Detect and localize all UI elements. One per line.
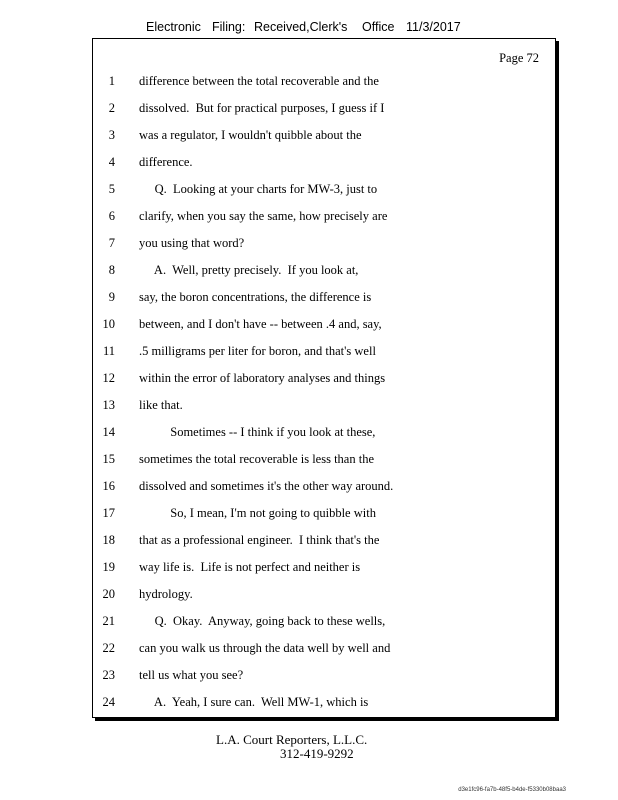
line-number: 10 — [102, 317, 115, 331]
line-number: 7 — [108, 236, 115, 250]
line-number: 9 — [108, 290, 115, 304]
line-number: 8 — [108, 263, 115, 277]
line-text: hydrology. — [139, 587, 193, 601]
transcript-line — [93, 504, 555, 522]
line-text: dissolved and sometimes it's the other way around. — [139, 479, 394, 493]
transcript-line — [93, 531, 555, 549]
line-text: you using that word? — [139, 236, 245, 250]
transcript-line — [93, 342, 555, 360]
line-text: .5 milligrams per liter for boron, and that's well — [139, 344, 376, 358]
filing-header — [146, 20, 476, 36]
transcript-line — [93, 450, 555, 468]
transcript-line — [93, 639, 555, 657]
line-text: was a regulator, I wouldn't quibble about the — [139, 128, 362, 142]
transcript-line — [93, 369, 555, 387]
line-text: sometimes the total recoverable is less than the — [139, 452, 374, 466]
line-text: within the error of laboratory analyses and things — [139, 371, 386, 385]
filing-label: Filing: — [212, 20, 246, 34]
line-number: 21 — [102, 614, 115, 628]
line-number: 3 — [108, 128, 115, 142]
line-number: 6 — [108, 209, 115, 223]
line-text: between, and I don't have -- between .4 and, say, — [139, 317, 382, 331]
transcript-page — [92, 38, 556, 718]
transcript-line — [93, 612, 555, 630]
line-number: 4 — [108, 155, 115, 169]
line-text: difference between the total recoverable and the — [139, 74, 379, 88]
line-text: clarify, when you say the same, how precisely are — [139, 209, 388, 223]
reporter-phone: 312-419-9292 — [280, 746, 354, 761]
reporter-company: L.A. Court Reporters, L.L.C. — [216, 732, 368, 747]
line-text: So, I mean, I'm not going to quibble with — [139, 506, 376, 520]
document-id: d3e1fc96-fa7b-48f5-b4de-f5330b08baa3 — [458, 787, 566, 793]
transcript-line — [93, 585, 555, 603]
transcript-line — [93, 423, 555, 441]
line-number: 20 — [102, 587, 115, 601]
line-number: 17 — [102, 506, 115, 520]
line-text: Q. Okay. Anyway, going back to these wells, — [139, 614, 386, 628]
transcript-line — [93, 315, 555, 333]
transcript-line — [93, 477, 555, 495]
line-text: A. Yeah, I sure can. Well MW-1, which is — [139, 695, 369, 709]
line-text: like that. — [139, 398, 183, 412]
filing-date: 11/3/2017 — [406, 20, 461, 34]
transcript-line — [93, 261, 555, 279]
line-text: Sometimes -- I think if you look at these, — [139, 425, 376, 439]
line-text: Q. Looking at your charts for MW-3, just to — [139, 182, 378, 196]
line-number: 5 — [108, 182, 115, 196]
line-text: difference. — [139, 155, 193, 169]
transcript-line — [93, 234, 555, 252]
line-number: 18 — [102, 533, 115, 547]
line-text: that as a professional engineer. I think that's the — [139, 533, 380, 547]
filing-electronic: Electronic — [146, 20, 201, 34]
line-number: 15 — [102, 452, 115, 466]
line-number: 14 — [102, 425, 115, 439]
transcript-line — [93, 558, 555, 576]
page-number: Page 72 — [499, 51, 539, 65]
line-number: 2 — [108, 101, 115, 115]
transcript-line — [93, 396, 555, 414]
line-number: 22 — [102, 641, 115, 655]
line-text: can you walk us through the data well by well and — [139, 641, 391, 655]
line-number: 13 — [102, 398, 115, 412]
transcript-line — [93, 99, 555, 117]
line-number: 19 — [102, 560, 115, 574]
filing-office: Office — [362, 20, 395, 34]
transcript-line — [93, 288, 555, 306]
line-text: A. Well, pretty precisely. If you look at, — [139, 263, 359, 277]
line-text: tell us what you see? — [139, 668, 244, 682]
transcript-line — [93, 180, 555, 198]
line-text: dissolved. But for practical purposes, I guess if I — [139, 101, 385, 115]
line-number: 23 — [102, 668, 115, 682]
transcript-line — [93, 72, 555, 90]
transcript-line — [93, 153, 555, 171]
line-number: 1 — [108, 74, 115, 88]
transcript-line — [93, 126, 555, 144]
line-number: 11 — [102, 344, 115, 358]
transcript-line — [93, 693, 555, 711]
line-number: 16 — [102, 479, 115, 493]
line-text: say, the boron concentrations, the difference is — [139, 290, 372, 304]
transcript-line — [93, 666, 555, 684]
transcript-line — [93, 207, 555, 225]
line-text: way life is. Life is not perfect and neither is — [139, 560, 361, 574]
line-number: 24 — [102, 695, 115, 709]
line-number: 12 — [102, 371, 115, 385]
filing-received: Received,Clerk's — [254, 20, 348, 34]
